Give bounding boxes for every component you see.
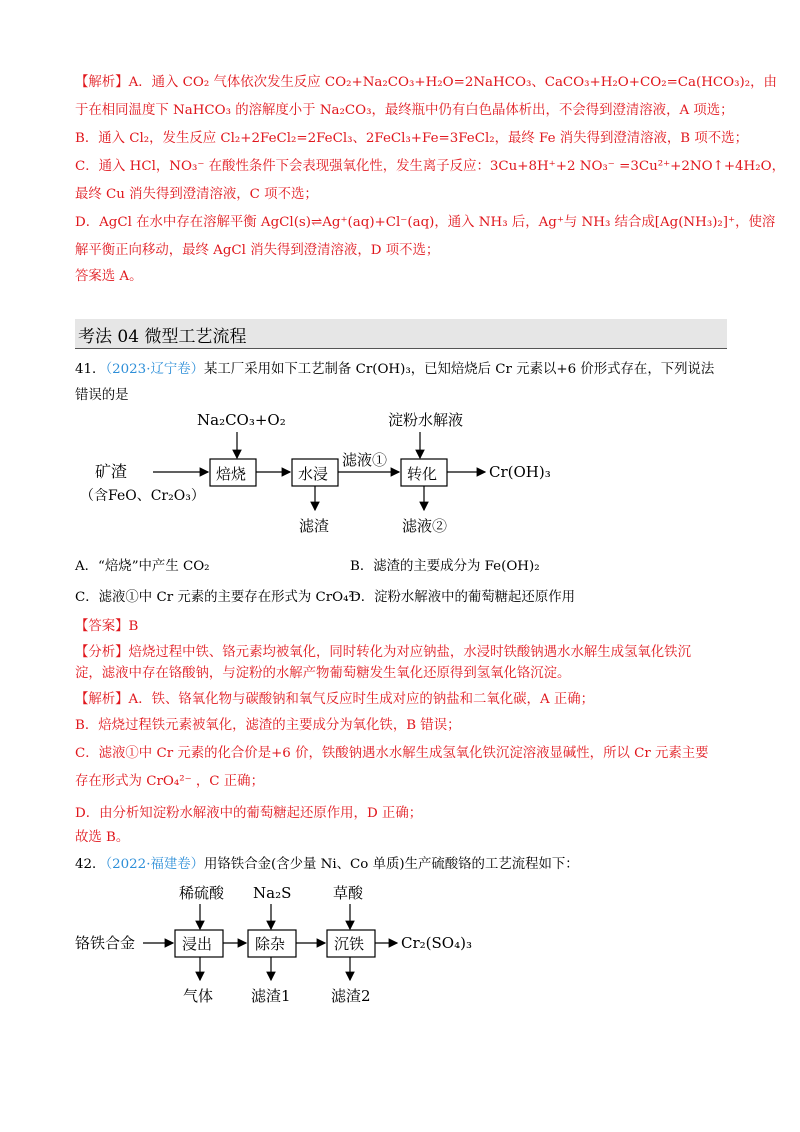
q41-fenxi-line1: 【分析】焙烧过程中铁、铬元素均被氧化，同时转化为对应钠盐，水浸时铁酸钠遇水水解生成氢氧化铁沉 xyxy=(75,645,691,660)
q40-analysis-a-line1 xyxy=(75,73,777,93)
output-label: 气体 xyxy=(183,987,214,1005)
option-c: C．滤液①中 Cr 元素的主要存在形式为 CrO₄²⁻ xyxy=(75,590,361,605)
q40-analysis-d-line1: D．AgCl 在水中存在溶解平衡 AgCl(s)⇌Ag⁺(aq)+Cl⁻(aq)，通入 NH₃ 后，Ag⁺与 NH₃ 结合成[Ag(NH₃)₂]⁺，使溶 xyxy=(75,215,776,230)
process-label: 沉铁 xyxy=(334,935,365,953)
product-label: Cr(OH)₃ xyxy=(489,463,551,481)
start-note: （含FeO、Cr₂O₃） xyxy=(80,488,205,504)
q41-analysis-d: D．由分析知淀粉水解液中的葡萄糖起还原作用，D 正确； xyxy=(75,806,423,821)
start-material: 矿渣 xyxy=(95,462,128,481)
q41-stem-line2: 错误的是 xyxy=(75,388,129,403)
start-material: 铬铁合金 xyxy=(75,934,136,952)
q41-answer-tag: 【答案】B xyxy=(75,619,139,634)
product-label: Cr₂(SO₄)₃ xyxy=(401,934,472,952)
reagent-label: 稀硫酸 xyxy=(179,884,225,902)
q40-analysis-a-line2: 于在相同温度下 NaHCO₃ 的溶解度小于 Na₂CO₃，最终瓶中仍有白色晶体析出，不会得到澄清溶液，A 项选； xyxy=(75,103,734,118)
question-source: （2022·福建卷） xyxy=(105,857,205,872)
q41-analysis-b: B．焙烧过程铁元素被氧化，滤渣的主要成分为氧化铁，B 错误； xyxy=(75,718,461,733)
reagent-label: Na₂CO₃+O₂ xyxy=(197,411,286,429)
section-header xyxy=(75,319,727,349)
q40-analysis-b: B．通入 Cl₂，发生反应 Cl₂+2FeCl₂=2FeCl₃、2FeCl₃+Fe=3FeCl₂，最终 Fe 消失得到澄清溶液，B 项不选； xyxy=(75,131,748,146)
q40-analysis-c-line1: C．通入 HCl，NO₃⁻ 在酸性条件下会表现强氧化性，发生离子反应：3Cu+8H⁺+2 NO₃⁻ =3Cu²⁺+2NO↑+4H₂O， xyxy=(75,159,785,174)
option-a: A．“焙烧”中产生 CO₂ xyxy=(75,559,210,574)
reagent-label: 草酸 xyxy=(333,884,364,902)
q41-flow-diagram xyxy=(75,405,595,545)
q41-analysis-c-line1: C．滤液①中 Cr 元素的化合价是+6 价，铁酸钠遇水水解生成氢氧化铁沉淀溶液显碱性，所以 Cr 元素主要 xyxy=(75,746,709,761)
output-label: 滤渣1 xyxy=(251,987,291,1005)
q40-answer: 答案选 A。 xyxy=(75,269,143,284)
option-b: B．滤渣的主要成分为 Fe(OH)₂ xyxy=(350,559,540,574)
q40-analysis-c-line2: 最终 Cu 消失得到澄清溶液，C 项不选； xyxy=(75,187,318,202)
q41-fenxi-line2: 淀，滤液中存在铬酸钠，与淀粉的水解产物葡萄糖发生氧化还原得到氢氧化铬沉淀。 xyxy=(75,666,571,681)
section-title: 考法 04 微型工艺流程 xyxy=(78,327,247,347)
reagent-label: 淀粉水解液 xyxy=(388,411,464,429)
process-label: 转化 xyxy=(407,465,438,483)
question-stem: 某工厂采用如下工艺制备 Cr(OH)₃，已知焙烧后 Cr 元素以+6 价形式存在，下列说法 xyxy=(204,362,715,377)
question-stem: 用铬铁合金(含少量 Ni、Co 单质)生产硫酸铬的工艺流程如下： xyxy=(204,857,579,872)
q41-analysis-a: 【解析】A．铁、铬氧化物与碳酸钠和氧气反应时生成对应的钠盐和二氧化碳，A 正确； xyxy=(75,692,595,707)
output-label: 滤液② xyxy=(402,517,448,535)
option-d: D．淀粉水解液中的葡萄糖起还原作用 xyxy=(350,590,575,605)
q41-stem-line1 xyxy=(75,360,714,380)
q42-flow-diagram xyxy=(75,880,545,1010)
reagent-label: Na₂S xyxy=(253,884,292,902)
filtrate-label: 滤液① xyxy=(342,451,388,469)
question-number: 42． xyxy=(75,857,106,872)
analysis-tag: 【解析】 xyxy=(75,75,129,90)
process-label: 水浸 xyxy=(298,465,329,483)
process-label: 浸出 xyxy=(182,935,213,953)
process-label: 焙烧 xyxy=(216,465,247,483)
output-label: 滤渣2 xyxy=(331,987,371,1005)
analysis-text: A．通入 CO₂ 气体依次发生反应 CO₂+Na₂CO₃+H₂O=2NaHCO₃、CaCO₃+H₂O+CO₂=Ca(HCO₃)₂，由 xyxy=(128,75,777,90)
q40-analysis-d-line2: 解平衡正向移动，最终 AgCl 消失得到澄清溶液，D 项不选； xyxy=(75,243,440,258)
q42-stem xyxy=(75,855,579,875)
q41-answer: 故选 B。 xyxy=(75,830,130,845)
question-number: 41． xyxy=(75,362,106,377)
process-label: 除杂 xyxy=(255,935,286,953)
output-label: 滤渣 xyxy=(299,517,330,535)
q41-analysis-c-line2: 存在形式为 CrO₄²⁻ ，C 正确； xyxy=(75,774,264,789)
question-source: （2023·辽宁卷） xyxy=(105,362,205,377)
